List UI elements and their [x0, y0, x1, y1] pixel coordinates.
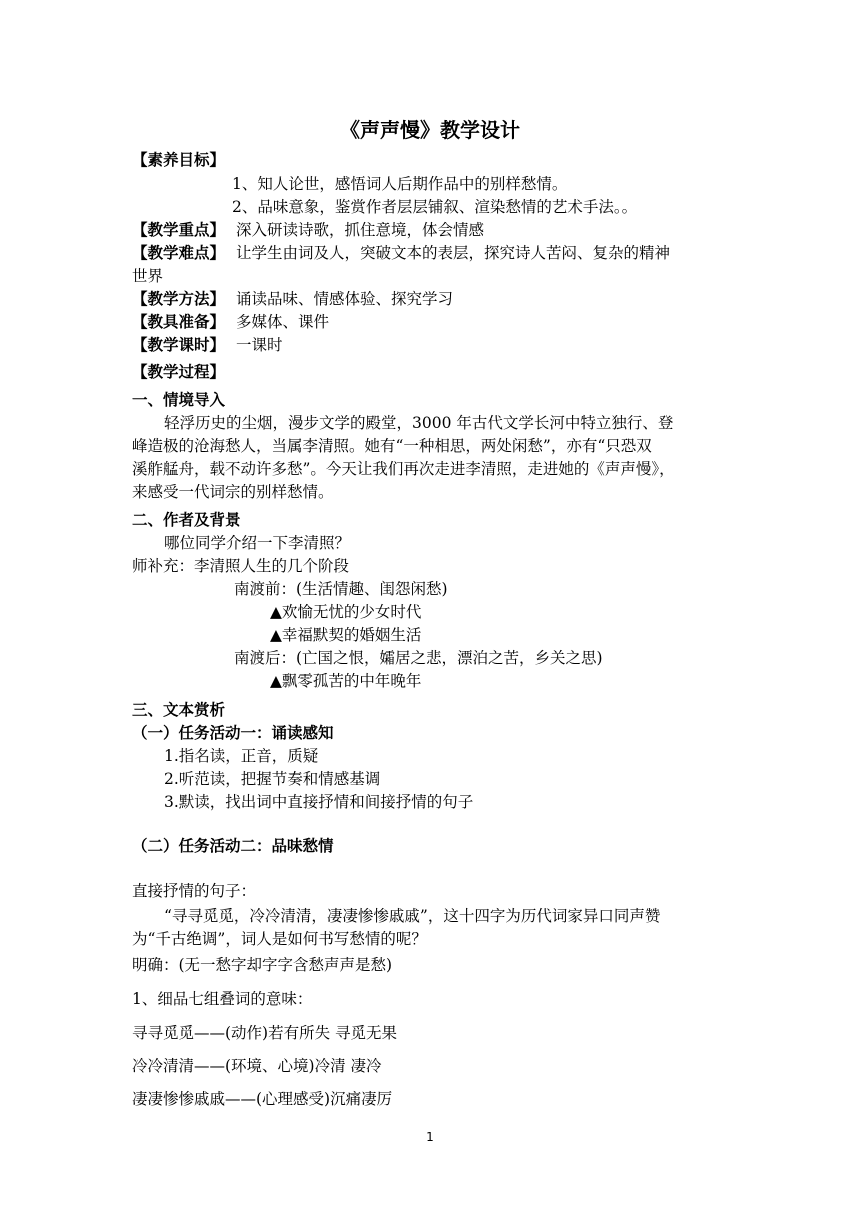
task2-clarify: 明确：(无一愁字却字字含愁声声是愁) — [132, 956, 393, 974]
key-points-label: 【教学重点】 — [132, 220, 226, 239]
reduplication-item: 冷冷清清——(环境、心境)冷清 凄冷 — [132, 1057, 382, 1075]
section2-supplement: 师补充：李清照人生的几个阶段 — [132, 557, 350, 575]
process-label: 【教学过程】 — [132, 362, 226, 381]
difficulty-row — [132, 243, 670, 263]
tools-row — [132, 312, 329, 332]
document-title: 《声声慢》教学设计 — [340, 118, 520, 142]
section2-before-item: ▲欢愉无忧的少女时代 — [270, 603, 422, 621]
section1-line: 峰造极的沧海愁人，当属李清照。她有“一种相思，两处闲愁”，亦有“只恐双 — [132, 437, 652, 455]
section2-before-item: ▲幸福默契的婚姻生活 — [270, 626, 422, 644]
task1-item: 1.指名读，正音，质疑 — [164, 747, 319, 765]
methods-row — [132, 289, 453, 309]
tools-text: 多媒体、课件 — [235, 313, 329, 331]
task2-heading: （二）任务活动二：品味愁情 — [132, 836, 334, 855]
goal-item: 2、品味意象，鉴赏作者层层铺叙、渲染愁情的艺术手法。。 — [232, 198, 638, 216]
difficulty-label: 【教学难点】 — [132, 243, 226, 262]
task2-subhead: 1、细品七组叠词的意味： — [132, 990, 313, 1008]
section2-after: 南渡后：(亡国之恨，孀居之悲，漂泊之苦，乡关之思) — [234, 649, 603, 667]
hours-label: 【教学课时】 — [132, 335, 226, 354]
task2-quote: “寻寻觅觅，冷冷清清，凄凄惨惨戚戚”，这十四字为历代词家异口同声赞 — [164, 907, 661, 925]
page-number: 1 — [426, 1130, 434, 1144]
task2-direct: 直接抒情的句子： — [132, 882, 257, 900]
key-points-text: 深入研读诗歌，抓住意境，体会情感 — [235, 221, 484, 239]
methods-text: 诵读品味、情感体验、探究学习 — [235, 290, 453, 308]
hours-row — [132, 335, 282, 355]
reduplication-item: 凄凄惨惨戚戚——(心理感受)沉痛凄厉 — [132, 1090, 393, 1108]
task1-heading: （一）任务活动一：诵读感知 — [132, 723, 334, 742]
section2-question: 哪位同学介绍一下李清照？ — [164, 534, 351, 552]
goals-label: 【素养目标】 — [132, 150, 226, 169]
section3-heading: 三、文本赏析 — [132, 700, 226, 719]
section1-line: 轻浮历史的尘烟，漫步文学的殿堂，3000 年古代文学长河中特立独行、登 — [164, 414, 674, 432]
reduplication-item: 寻寻觅觅——(动作)若有所失 寻觅无果 — [132, 1024, 398, 1042]
methods-label: 【教学方法】 — [132, 289, 226, 308]
task2-quote-cont: 为“千古绝调”，词人是如何书写愁情的呢？ — [132, 930, 427, 948]
section2-heading: 二、作者及背景 — [132, 510, 241, 529]
key-points-row — [132, 220, 484, 240]
section1-line: 来感受一代词宗的别样愁情。 — [132, 483, 334, 501]
section1-line: 溪舴艋舟，载不动许多愁”。今天让我们再次走进李清照，走进她的《声声慢》， — [132, 460, 675, 478]
section1-heading: 一、情境导入 — [132, 390, 226, 409]
difficulty-text: 让学生由词及人，突破文本的表层，探究诗人苦闷、复杂的精神 — [235, 244, 670, 262]
section2-after-item: ▲飘零孤苦的中年晚年 — [270, 672, 422, 690]
section2-before: 南渡前：(生活情趣、闺怨闲愁) — [234, 580, 448, 598]
task1-item: 2.听范读，把握节奏和情感基调 — [164, 770, 381, 788]
task1-item: 3.默读，找出词中直接抒情和间接抒情的句子 — [164, 793, 474, 811]
goal-item: 1、知人论世，感悟词人后期作品中的别样愁情。 — [232, 175, 568, 193]
tools-label: 【教具准备】 — [132, 312, 226, 331]
difficulty-text-cont: 世界 — [132, 267, 164, 285]
hours-text: 一课时 — [235, 336, 283, 354]
